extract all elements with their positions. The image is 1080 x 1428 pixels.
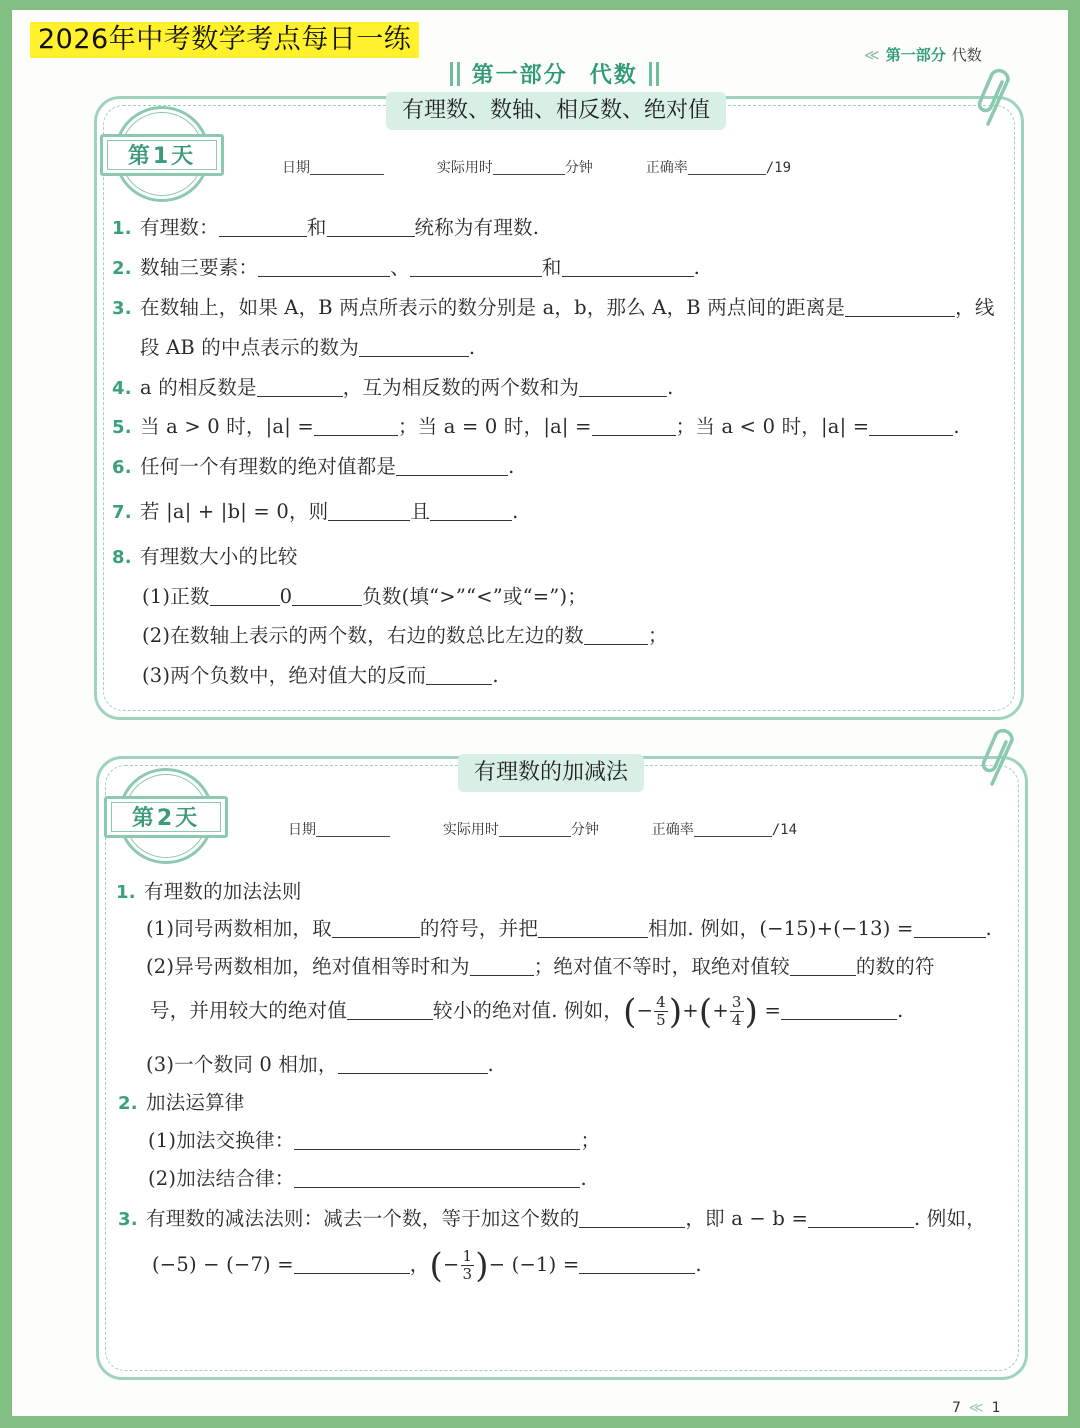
fraction	[730, 994, 744, 1029]
fraction-numerator: 4	[656, 993, 666, 1011]
question-text: 号，并用较大的绝对值	[150, 999, 348, 1022]
answer-blank[interactable]	[328, 503, 410, 521]
section-header	[864, 44, 982, 65]
day2-q1-part3	[146, 1049, 494, 1077]
answer-blank[interactable]	[562, 259, 694, 277]
date-blank[interactable]	[310, 159, 384, 175]
day2-badge	[104, 768, 228, 868]
day2-q3-line2	[152, 1246, 702, 1286]
math-paren: )	[475, 1246, 489, 1286]
day1-q5	[112, 411, 960, 439]
day1-q3	[112, 292, 995, 320]
minutes-label: 分钟	[564, 160, 593, 176]
question-number: 3.	[118, 1209, 138, 1230]
day1-topic: 有理数、数轴、相反数、绝对值	[386, 92, 726, 130]
question-text: .	[492, 664, 499, 687]
day1-q8	[112, 541, 298, 569]
answer-blank[interactable]	[845, 299, 955, 317]
question-text: ，即 a − b =	[685, 1207, 808, 1230]
answer-blank[interactable]	[410, 259, 542, 277]
day2-q2-part2	[148, 1163, 587, 1191]
answer-blank[interactable]	[470, 958, 534, 976]
question-text: .	[897, 999, 904, 1022]
fraction-denominator: 5	[656, 1011, 666, 1029]
answer-blank[interactable]	[592, 418, 676, 436]
accuracy-total: /19	[765, 160, 792, 176]
question-text: .	[953, 415, 960, 438]
section-number: 1	[991, 1400, 1001, 1416]
answer-blank[interactable]	[396, 458, 508, 476]
question-text: (2)加法结合律：	[148, 1167, 295, 1190]
day2-topic: 有理数的加减法	[458, 754, 644, 792]
fraction-denominator: 3	[462, 1265, 473, 1283]
date-blank[interactable]	[316, 821, 390, 837]
question-text: ；绝对值不等时，取绝对值较	[533, 955, 790, 978]
day1-badge-label: 第1天	[107, 140, 217, 170]
question-text: ；	[580, 1129, 601, 1152]
day1-q2	[112, 252, 700, 280]
time-blank[interactable]	[499, 821, 571, 837]
question-text: 的数的符	[855, 955, 935, 978]
question-number: 1.	[116, 882, 136, 903]
answer-blank[interactable]	[292, 588, 362, 606]
day1-q1	[112, 212, 539, 240]
answer-blank[interactable]	[790, 958, 856, 976]
fraction	[654, 994, 668, 1029]
answer-blank[interactable]	[327, 219, 415, 237]
fraction-denominator: 4	[731, 1011, 742, 1029]
answer-blank[interactable]	[294, 1256, 410, 1274]
workbook-page	[12, 10, 1068, 1416]
question-text: .	[512, 500, 519, 523]
minutes-label: 分钟	[570, 822, 599, 838]
math-sign: +	[712, 999, 729, 1022]
accuracy-blank[interactable]	[694, 821, 772, 837]
day2-q2	[118, 1087, 245, 1115]
question-text: ；当 a < 0 时，|a| =	[675, 415, 870, 438]
question-text: 有理数：	[140, 216, 219, 239]
day1-q7	[112, 496, 518, 524]
answer-blank[interactable]	[294, 1170, 580, 1188]
question-number: 6.	[112, 457, 132, 478]
answer-blank[interactable]	[219, 219, 307, 237]
part-title-right: 代数	[589, 63, 638, 88]
math-paren: (	[429, 1246, 443, 1286]
chevron-left-icon: ≪	[864, 46, 880, 64]
day1-q8-part2	[142, 620, 668, 648]
math-paren: )	[744, 992, 759, 1032]
fraction-numerator: 1	[462, 1247, 473, 1265]
question-text: ；	[647, 624, 668, 647]
accuracy-label: 正确率	[651, 822, 694, 838]
question-number: 7.	[112, 502, 132, 523]
paperclip-icon	[978, 726, 1024, 790]
question-text: .	[695, 1253, 702, 1276]
day2-q1	[116, 876, 302, 904]
question-text: .	[468, 336, 476, 359]
answer-blank[interactable]	[430, 503, 512, 521]
question-text: (−5) − (−7) =	[152, 1253, 294, 1276]
math-sign: +	[682, 999, 699, 1022]
question-text: a 的相反数是	[140, 376, 257, 399]
day1-q6	[112, 451, 515, 479]
question-text: ，互为相反数的两个数和为	[342, 376, 580, 399]
day2-q1-part1	[146, 913, 992, 941]
question-text: 在数轴上，如果 A，B 两点所表示的数分别是 a，b，那么 A，B 两点间的距离是	[140, 296, 846, 319]
answer-blank[interactable]	[781, 1002, 897, 1020]
title-bar-decoration	[450, 62, 453, 86]
question-number: 4.	[112, 378, 132, 399]
accuracy-total: /14	[771, 822, 798, 838]
section-part: 第一部分	[885, 46, 946, 64]
question-text: (1)正数	[142, 585, 210, 608]
date-label: 日期	[282, 160, 310, 176]
question-text: .	[508, 455, 515, 478]
question-text: ，	[409, 1253, 430, 1276]
question-text: .	[985, 917, 992, 940]
section-subject: 代数	[951, 46, 982, 64]
math-sign: −	[442, 1253, 460, 1276]
question-text: 且	[410, 500, 431, 523]
answer-blank[interactable]	[538, 920, 648, 938]
answer-blank[interactable]	[584, 627, 648, 645]
question-text: (3)一个数同 0 相加，	[146, 1053, 338, 1076]
question-text: 任何一个有理数的绝对值都是	[140, 455, 397, 478]
question-text: 和	[306, 216, 327, 239]
question-text: 当 a > 0 时，|a| =	[140, 415, 314, 438]
question-text: (2)异号两数相加，绝对值相等时和为	[146, 955, 470, 978]
answer-blank[interactable]	[914, 920, 986, 938]
question-text: 较小的绝对值. 例如，	[433, 999, 624, 1022]
part-title	[448, 58, 661, 89]
title-banner: 2026年中考数学考点每日一练	[30, 22, 419, 58]
fraction	[461, 1248, 475, 1283]
answer-blank[interactable]	[314, 418, 398, 436]
question-text: . 例如，	[914, 1207, 986, 1230]
question-text: − (−1) =	[488, 1253, 580, 1276]
time-label: 实际用时	[442, 822, 499, 838]
chevron-left-icon: ≪	[968, 1400, 984, 1416]
answer-blank[interactable]	[579, 1210, 685, 1228]
question-number: 8.	[112, 547, 132, 568]
question-text: 有理数的减法法则：减去一个数，等于加这个数的	[146, 1207, 580, 1230]
question-text: 、	[390, 256, 410, 279]
day2-q1-part2-line2	[150, 992, 904, 1032]
day1-q3-line2	[140, 332, 475, 360]
math-sign: =	[764, 999, 782, 1022]
answer-blank[interactable]	[869, 418, 953, 436]
day1-q8-part3	[142, 660, 499, 688]
question-text: 相加. 例如，(−15)+(−13) =	[648, 917, 914, 940]
question-text: 有理数的加法法则	[144, 880, 302, 903]
page-number: 7	[952, 1400, 961, 1416]
day2-badge-label: 第2天	[111, 802, 221, 832]
accuracy-blank[interactable]	[688, 159, 766, 175]
question-text: .	[487, 1053, 494, 1076]
question-number: 3.	[112, 298, 132, 319]
answer-blank[interactable]	[257, 379, 343, 397]
answer-blank[interactable]	[210, 588, 280, 606]
badge-plate	[104, 796, 228, 838]
answer-blank[interactable]	[579, 379, 667, 397]
question-text: (3)两个负数中，绝对值大的反而	[142, 664, 427, 687]
page-footer	[952, 1400, 1001, 1416]
day1-meta	[282, 157, 791, 177]
title-bar-decoration	[649, 62, 652, 86]
answer-blank[interactable]	[579, 1256, 695, 1274]
answer-blank[interactable]	[258, 259, 390, 277]
question-number: 2.	[112, 258, 132, 279]
time-blank[interactable]	[493, 159, 565, 175]
question-text: 0	[279, 585, 293, 608]
answer-blank[interactable]	[294, 1132, 580, 1150]
answer-blank[interactable]	[808, 1210, 914, 1228]
question-text: ；当 a = 0 时，|a| =	[397, 415, 592, 438]
date-label: 日期	[288, 822, 316, 838]
day2-meta	[288, 819, 797, 839]
question-text: 负数(填“>”“<”或“=”)；	[362, 585, 587, 608]
answer-blank[interactable]	[359, 339, 469, 357]
answer-blank[interactable]	[426, 667, 492, 685]
question-text: (2)在数轴上表示的两个数，右边的数总比左边的数	[142, 624, 584, 647]
question-text: 若 |a| + |b| = 0，则	[140, 500, 329, 523]
question-number: 2.	[118, 1093, 138, 1114]
fraction-numerator: 3	[731, 993, 742, 1011]
day1-q8-part1	[142, 581, 587, 609]
question-text: (1)加法交换律：	[148, 1129, 295, 1152]
badge-plate	[100, 134, 224, 176]
math-paren: )	[668, 992, 683, 1032]
title-bar-decoration	[656, 62, 659, 86]
day1-badge	[100, 106, 224, 206]
question-text: 统称为有理数.	[414, 216, 540, 239]
question-text: 的符号，并把	[419, 917, 539, 940]
question-text: 段 AB 的中点表示的数为	[140, 336, 359, 359]
question-text: 有理数大小的比较	[140, 545, 298, 568]
part-title-left: 第一部分	[471, 63, 568, 88]
math-paren: (	[698, 992, 713, 1032]
answer-blank[interactable]	[338, 1056, 488, 1074]
question-text: .	[667, 376, 674, 399]
accuracy-label: 正确率	[645, 160, 688, 176]
question-text: ，线	[955, 296, 995, 319]
question-text: (1)同号两数相加，取	[146, 917, 332, 940]
question-text: .	[580, 1167, 587, 1190]
day1-q4	[112, 372, 674, 400]
day2-q2-part1	[148, 1125, 600, 1153]
question-text: 和	[541, 256, 562, 279]
question-number: 1.	[112, 218, 132, 239]
answer-blank[interactable]	[332, 920, 420, 938]
title-bar-decoration	[457, 62, 460, 86]
day2-q3	[118, 1203, 986, 1231]
math-paren: (	[623, 992, 637, 1032]
question-text: 数轴三要素：	[140, 256, 259, 279]
question-text: .	[693, 256, 701, 279]
question-text: 加法运算律	[146, 1091, 245, 1114]
day2-q1-part2	[146, 951, 935, 979]
question-number: 5.	[112, 417, 132, 438]
answer-blank[interactable]	[347, 1002, 433, 1020]
paperclip-icon	[974, 66, 1020, 130]
math-sign: −	[636, 999, 654, 1022]
time-label: 实际用时	[436, 160, 493, 176]
